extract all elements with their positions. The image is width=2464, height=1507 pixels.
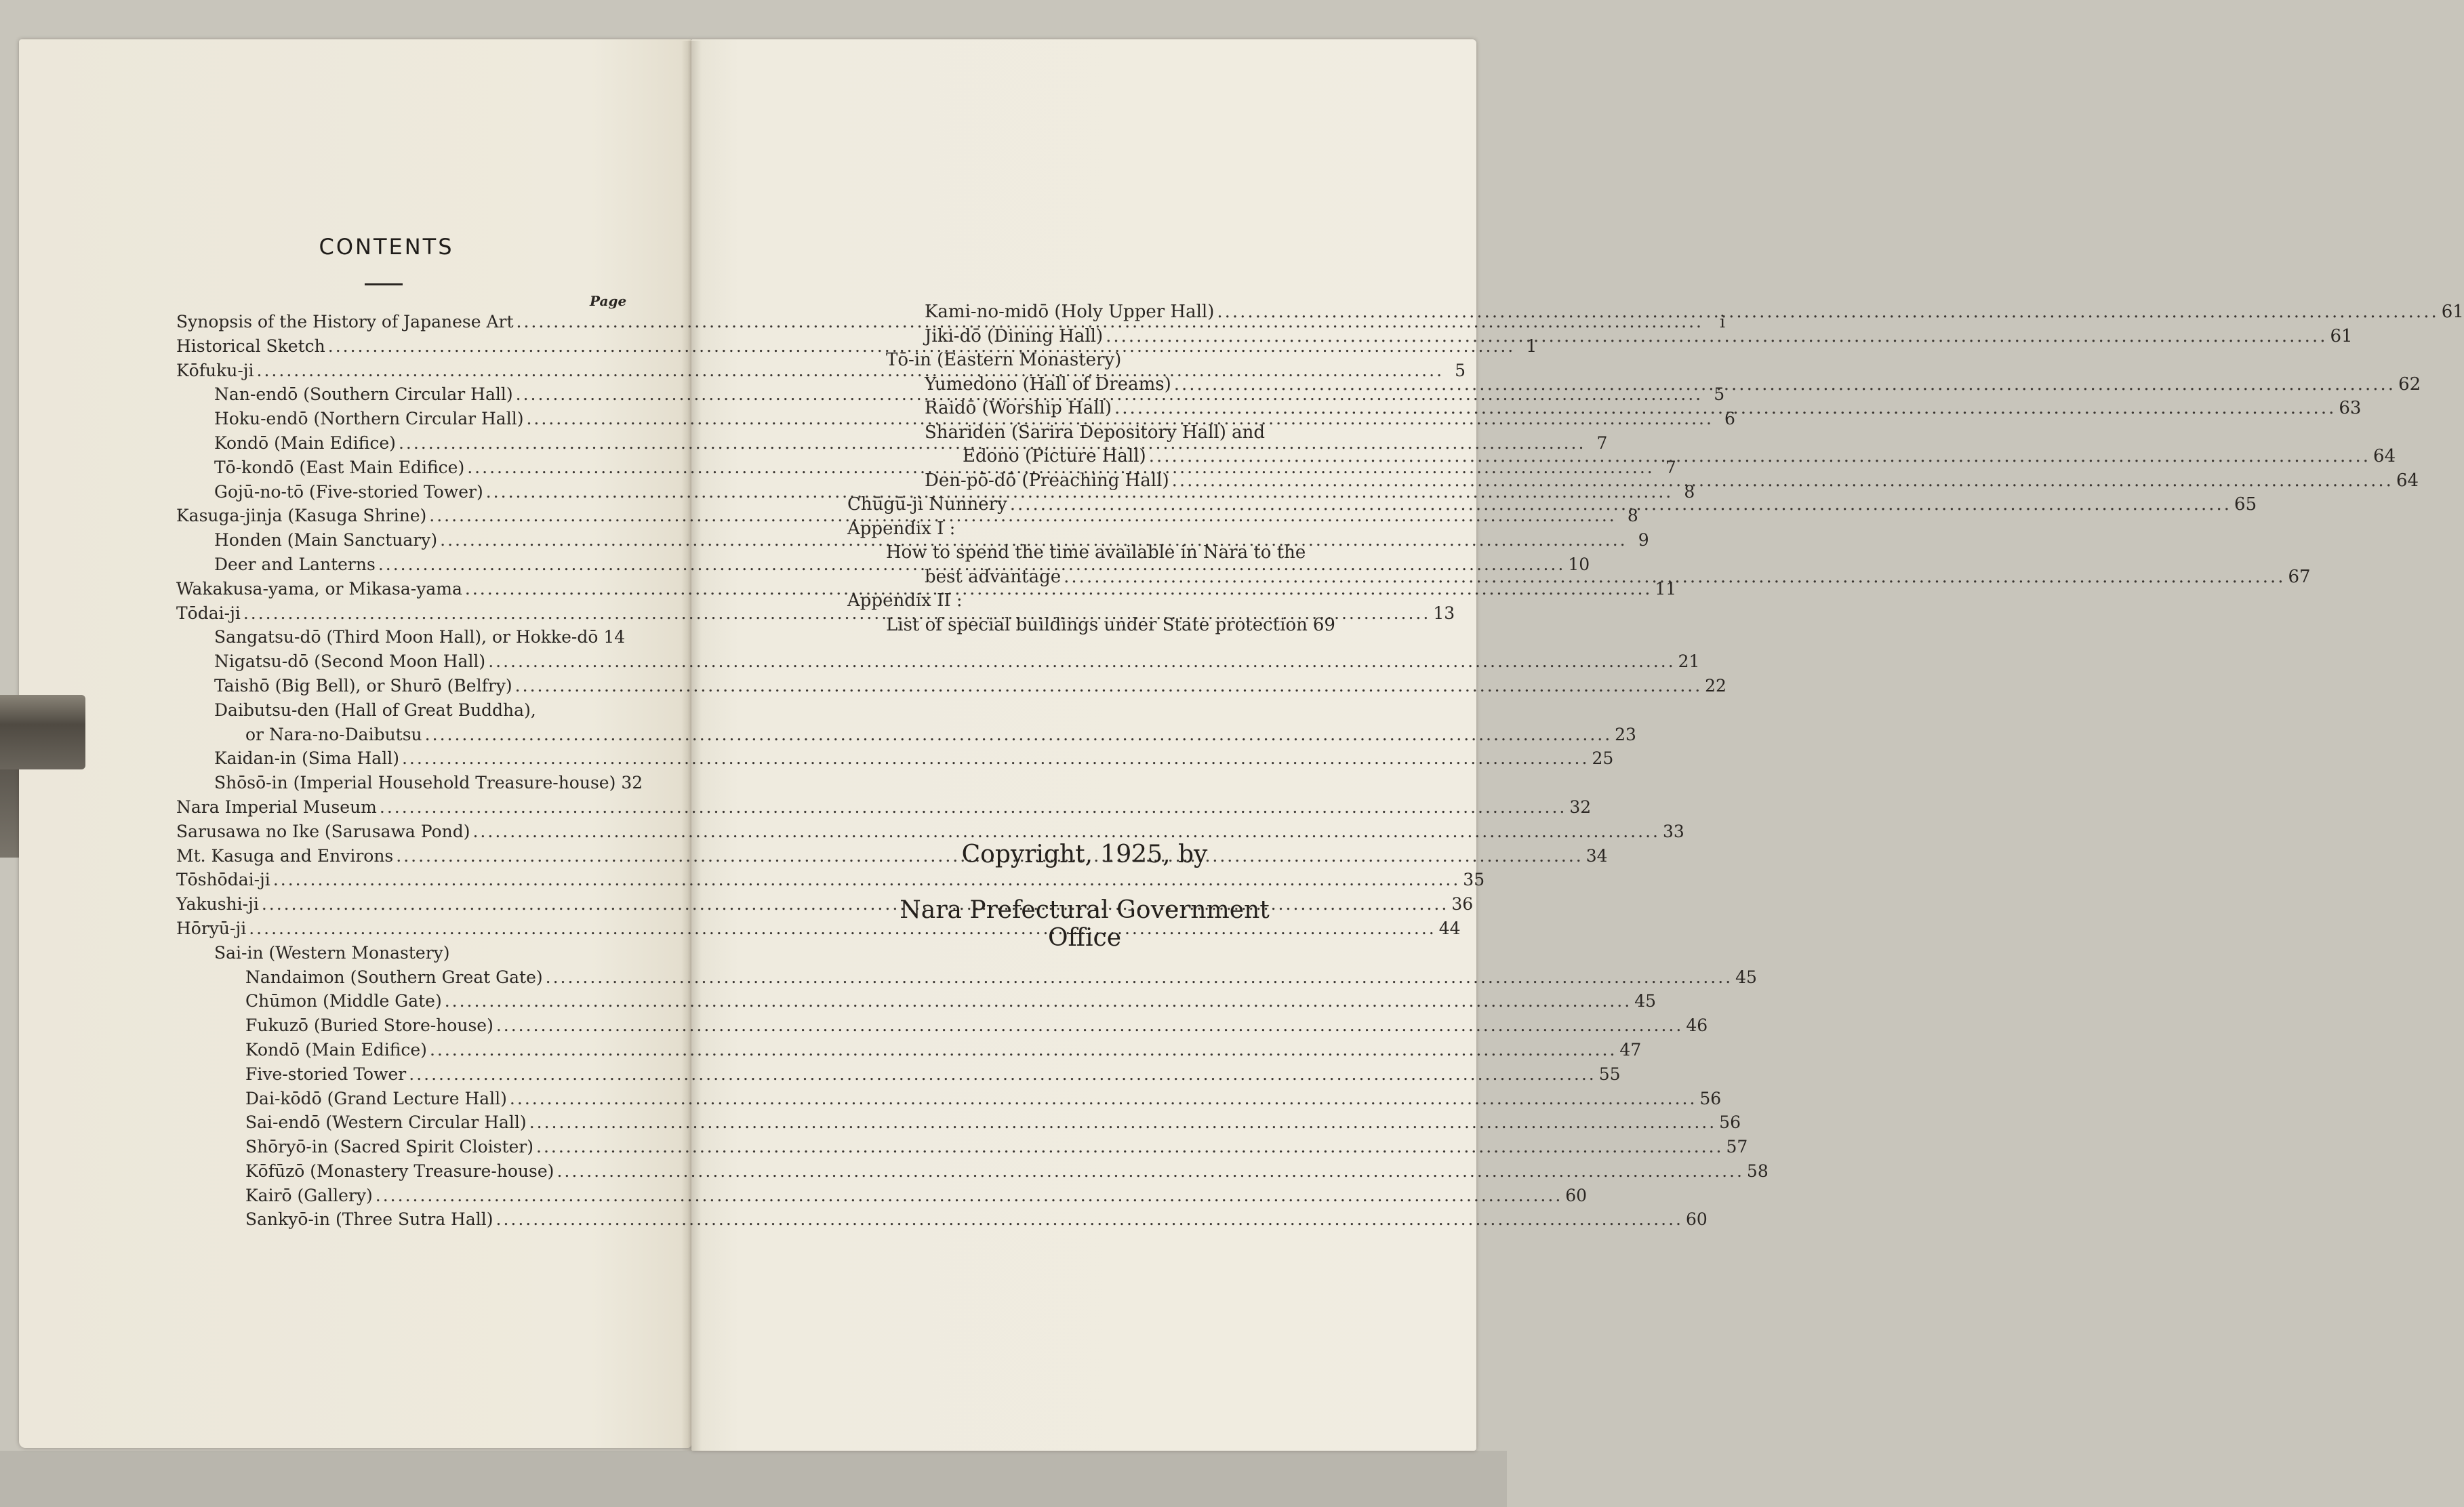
toc-leader-dots (515, 676, 1702, 696)
toc-entry (847, 542, 1327, 567)
toc-entry-label: Sai-in (Western Monastery) (214, 942, 450, 963)
toc-entry-page: 69 (1312, 614, 1335, 635)
toc-entry-label: Kōfuku-ji (176, 360, 254, 380)
toc-entry-page: 47 (1619, 1039, 1642, 1060)
toc-leader-dots (1174, 374, 2396, 395)
toc-entry-label: Nara Imperial Museum (176, 797, 377, 817)
toc-entry-label: Tōshōdai-ji (176, 870, 270, 890)
toc-leader-dots (376, 1186, 1562, 1205)
toc-leader-dots (1172, 470, 2394, 491)
toc-entry-page: 23 (1615, 724, 1636, 744)
toc-entry-label: Nigatsu-dō (Second Moon Hall) (214, 651, 486, 672)
copyright-line: Copyright, 1925, by (961, 841, 1208, 868)
toc-entry (176, 797, 1592, 822)
toc-entry-label: Honden (Main Sanctuary) (214, 530, 438, 550)
toc-entry (176, 748, 1614, 773)
toc-entry-page: 46 (1686, 1016, 1708, 1036)
toc-entry-label: Kaidan-in (Sima Hall) (214, 748, 399, 769)
toc-entry-label: Sangatsu-dō (Third Moon Hall), or Hokke-dō (214, 627, 599, 647)
toc-entry-page: 9 (1638, 530, 1649, 550)
toc-entry-label: Edono (Picture Hall) (963, 446, 1146, 466)
toc-entry-label: Yumedono (Hall of Dreams) (925, 374, 1171, 395)
toc-entry-page: 8 (1684, 481, 1695, 502)
toc-leader-dots (472, 822, 1659, 841)
background-surface (0, 1451, 1507, 1507)
toc-entry-page: 60 (1685, 1209, 1708, 1230)
toc-leader-dots (273, 870, 1460, 889)
toc-entry-page: 45 (1735, 967, 1757, 987)
toc-entry-page: 10 (1568, 554, 1590, 574)
toc-entry-page: 5 (1455, 360, 1466, 380)
toc-entry (176, 1064, 1621, 1089)
toc-entry (847, 446, 2396, 470)
toc-entry-label: Appendix I : (847, 518, 956, 539)
toc-entry-page: 14 (603, 627, 626, 647)
toc-entry-page: 62 (2398, 374, 2421, 395)
toc-leader-dots (430, 1040, 1617, 1060)
toc-entry-label: Fukuzō (Buried Store-house) (245, 1016, 493, 1036)
toc-leader-dots (1106, 326, 2327, 346)
title-rule (365, 283, 403, 285)
toc-leader-dots (557, 1161, 1743, 1181)
toc-entry-page: 58 (1746, 1161, 1769, 1181)
toc-entry-page: 13 (1433, 603, 1455, 623)
toc-entry-label: Shōsō-in (Imperial Household Treasure-house) (214, 773, 616, 793)
book-spine (681, 41, 702, 1451)
toc-entry-page: 64 (2396, 470, 2419, 491)
toc-entry-label: Raidō (Worship Hall) (925, 398, 1112, 418)
toc-entry-page: 22 (1705, 675, 1726, 696)
toc-entry (847, 374, 2421, 399)
toc-entry-label: Appendix II : (847, 590, 963, 611)
toc-entry (847, 350, 1327, 374)
toc-entry-label: Kondō (Main Edifice) (214, 433, 396, 453)
toc-leader-dots (1114, 398, 2336, 418)
toc-entry (176, 1112, 1741, 1137)
toc-entry-label: Mt. Kasuga and Environs (176, 845, 394, 866)
publisher-line: Nara Prefectural Government Office (900, 896, 1270, 952)
toc-entry-page: 7 (1665, 457, 1676, 477)
toc-entry-page: 60 (1565, 1185, 1588, 1205)
toc-leader-dots (380, 797, 1567, 817)
toc-leader-dots (510, 1089, 1697, 1108)
binder-clip (0, 695, 85, 769)
toc-entry (847, 590, 1327, 615)
toc-entry-page: 35 (1463, 870, 1485, 890)
toc-entry-page: 65 (2234, 494, 2257, 515)
toc-entry-page: 45 (1634, 991, 1656, 1011)
toc-entry-label: Gojū-no-tō (Five-storied Tower) (214, 481, 483, 502)
toc-entry-page: 55 (1598, 1064, 1621, 1084)
toc-leader-dots (402, 748, 1589, 768)
toc-entry-page: 56 (1719, 1112, 1741, 1133)
contents-title: CONTENTS (319, 234, 454, 260)
toc-entry (176, 821, 1684, 846)
toc-entry-page: 57 (1726, 1137, 1748, 1157)
toc-leader-dots (496, 1209, 1683, 1229)
toc-entry-label: Kairō (Gallery) (245, 1185, 373, 1205)
toc-entry-label: Hoku-endō (Northern Circular Hall) (214, 409, 524, 429)
toc-entry (176, 991, 1656, 1016)
toc-entry (176, 1185, 1588, 1210)
toc-entry-page: 33 (1662, 821, 1684, 841)
toc-entry (176, 627, 626, 651)
toc-leader-dots (445, 991, 1632, 1011)
toc-entry-label: How to spend the time available in Nara to the (886, 542, 1306, 563)
toc-entry-label: Kondō (Main Edifice) (245, 1039, 427, 1060)
toc-entry-label: Hōryū-ji (176, 918, 247, 938)
toc-entry-page: 64 (2373, 446, 2396, 466)
toc-entry (176, 651, 1700, 676)
toc-leader-dots (546, 967, 1733, 987)
toc-entry (847, 398, 2362, 422)
toc-entry-page: 34 (1586, 845, 1608, 866)
toc-entry-label: Yakushi-ji (176, 894, 259, 915)
toc-entry-page: 67 (2288, 566, 2311, 587)
toc-entry-page: 25 (1592, 748, 1614, 769)
toc-entry-label: or Nara-no-Daibutsu (245, 724, 422, 744)
toc-leader-dots (536, 1137, 1723, 1157)
toc-entry-label: Chūgū-ji Nunnery (847, 494, 1007, 515)
toc-leader-dots (1010, 494, 2231, 515)
toc-entry-label: Sarusawa no Ike (Sarusawa Pond) (176, 821, 470, 841)
toc-entry (176, 894, 1474, 919)
toc-entry (847, 614, 1335, 639)
toc-entry (176, 943, 620, 967)
toc-entry-label: Nan-endō (Southern Circular Hall) (214, 384, 513, 405)
toc-leader-dots (425, 725, 1612, 744)
toc-entry (176, 967, 1757, 992)
toc-entry-label: Daibutsu-den (Hall of Great Buddha), (214, 700, 536, 720)
toc-entry-page: 7 (1596, 433, 1608, 453)
toc-entry-label: Sai-endō (Western Circular Hall) (245, 1112, 527, 1133)
toc-leader-dots (1064, 567, 2285, 587)
toc-entry (176, 724, 1636, 749)
toc-entry (176, 1161, 1769, 1186)
toc-entry-label: best advantage (925, 566, 1062, 587)
toc-entry-label: Sankyō-in (Three Sutra Hall) (245, 1209, 493, 1230)
toc-entry-page: 11 (1655, 578, 1677, 599)
toc-entry-label: Den-pō-dō (Preaching Hall) (925, 470, 1169, 491)
toc-entry (176, 1137, 1748, 1161)
toc-entry-page: 56 (1699, 1088, 1722, 1108)
toc-entry-label: List of special buildings under State protection (886, 614, 1308, 635)
toc-entry-page: 61 (2441, 302, 2464, 322)
toc-entry (847, 302, 2464, 326)
toc-entry-label: Nandaimon (Southern Great Gate) (245, 967, 543, 987)
toc-entry-page: i (1719, 312, 1725, 331)
toc-entry (847, 325, 2353, 350)
toc-entry-page: 8 (1627, 506, 1638, 526)
toc-entry-label: Shōryō-in (Sacred Spirit Cloister) (245, 1137, 533, 1157)
toc-entry-page: 32 (621, 773, 643, 793)
toc-entry (176, 918, 1461, 943)
toc-leader-dots (488, 651, 1675, 671)
toc-leader-dots (496, 1016, 1683, 1035)
toc-entry (847, 519, 1327, 543)
toc-entry (847, 470, 2419, 495)
toc-entry (176, 675, 1726, 700)
toc-entry-label: Taishō (Big Bell), or Shurō (Belfry) (214, 675, 512, 696)
toc-leader-dots (529, 1112, 1716, 1132)
toc-entry (176, 870, 1485, 894)
toc-entry-label: Tōdai-ji (176, 603, 241, 623)
toc-entry-label: Kami-no-midō (Holy Upper Hall) (925, 302, 1215, 322)
toc-entry-page: 1 (1526, 336, 1537, 356)
toc-entry (847, 422, 1327, 447)
toc-leader-dots (1149, 446, 2370, 466)
toc-entry-label: Wakakusa-yama, or Mikasa-yama (176, 578, 462, 599)
right-page (691, 39, 1476, 1451)
toc-entry (176, 700, 620, 725)
toc-entry-page: 32 (1569, 797, 1592, 817)
toc-entry-label: Kasuga-jinja (Kasuga Shrine) (176, 506, 427, 526)
toc-entry-page: 63 (2339, 398, 2362, 418)
toc-entry (176, 773, 643, 797)
toc-entry-label: Historical Sketch (176, 336, 325, 356)
toc-entry-label: Synopsis of the History of Japanese Art (176, 312, 514, 331)
toc-entry-page: 5 (1714, 384, 1725, 405)
toc-entry (176, 1088, 1722, 1113)
toc-entry (176, 1016, 1708, 1040)
toc-entry-page: 61 (2330, 325, 2353, 346)
toc-entry-label: Tō-kondō (East Main Edifice) (214, 457, 465, 477)
toc-entry (847, 494, 2257, 519)
toc-entry-label: Deer and Lanterns (214, 554, 376, 574)
toc-entry-label: Dai-kōdō (Grand Lecture Hall) (245, 1088, 507, 1108)
toc-entry (176, 1039, 1642, 1064)
toc-leader-dots (409, 1064, 1596, 1084)
toc-entry (176, 1209, 1708, 1234)
toc-leader-dots (1217, 302, 2438, 322)
toc-entry-label: Kōfūzō (Monastery Treasure-house) (245, 1161, 554, 1181)
toc-entry-page: 44 (1438, 918, 1461, 938)
toc-entry-label: Shariden (Sarira Depository Hall) and (925, 422, 1266, 443)
toc-entry-page: 21 (1678, 651, 1700, 672)
toc-entry-page: 36 (1451, 894, 1474, 915)
page-column-label: Page (590, 293, 627, 309)
toc-entry-label: Tō-in (Eastern Monastery) (886, 350, 1122, 370)
toc-entry-label: Five-storied Tower (245, 1064, 407, 1084)
toc-entry-label: Chūmon (Middle Gate) (245, 991, 442, 1011)
toc-entry-label: Jiki-dō (Dining Hall) (925, 325, 1104, 346)
toc-entry-page: 6 (1724, 409, 1735, 429)
